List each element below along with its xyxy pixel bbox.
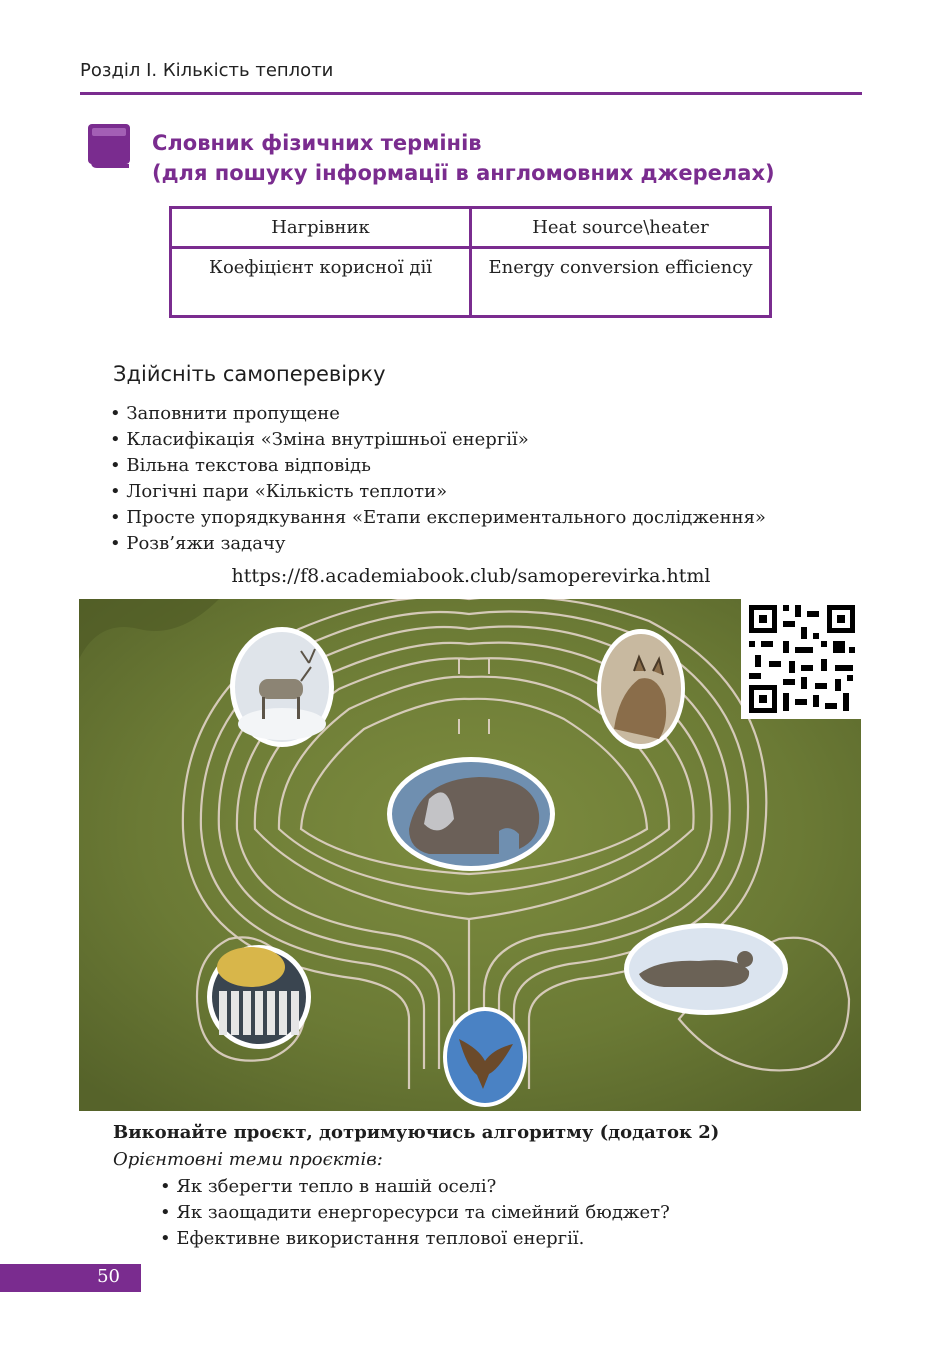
page-number: 50 [97, 1266, 120, 1287]
list-item: • Як зберегти тепло в нашій оселі? [160, 1174, 670, 1200]
list-item: • Ефективне використання теплової енергії. [160, 1226, 670, 1252]
selfcheck-title: Здійсніть самоперевірку [113, 362, 386, 386]
glossary-table [169, 206, 772, 318]
glossary-title [152, 128, 852, 188]
book-icon [88, 124, 130, 170]
list-item: • Як заощадити енергоресурси та сімейний бюджет? [160, 1200, 670, 1226]
list-item: • Вільна текстова відповідь [110, 453, 766, 479]
lynx-photo [597, 629, 685, 749]
list-item: • Логічні пари «Кількість теплоти» [110, 479, 766, 505]
glossary-title-line1: Словник фізичних термінів [152, 131, 482, 155]
term-uk: Коефіцієнт корисної дії [171, 248, 471, 317]
seal-photo [624, 923, 788, 1015]
labyrinth-illustration [79, 599, 861, 1111]
elephant-photo [387, 757, 555, 871]
selfcheck-list [110, 401, 766, 557]
radiator-photo [207, 945, 311, 1049]
project-subtitle: Орієнтовні теми проєктів: [113, 1149, 383, 1170]
glossary-title-line2: (для пошуку інформації в англомовних джерелах) [152, 161, 775, 185]
list-item: • Класифікація «Зміна внутрішньої енергії» [110, 427, 766, 453]
list-item: • Розв’яжи задачу [110, 531, 766, 557]
eagle-photo [443, 1007, 527, 1107]
header-divider [80, 92, 862, 95]
table-row [171, 208, 771, 248]
term-en: Energy conversion efficiency [471, 248, 771, 317]
reindeer-photo [230, 627, 334, 747]
project-title: Виконайте проєкт, дотримуючись алгоритму (додаток 2) [113, 1122, 720, 1143]
table-row [171, 248, 771, 317]
term-en: Heat source\heater [471, 208, 771, 248]
term-uk: Нагрівник [171, 208, 471, 248]
qr-code[interactable] [741, 599, 861, 719]
list-item: • Заповнити пропущене [110, 401, 766, 427]
project-topics [160, 1174, 670, 1252]
list-item: • Просте упорядкування «Етапи експериментального дослідження» [110, 505, 766, 531]
section-title: Розділ І. Кількість теплоти [80, 60, 334, 81]
selfcheck-link[interactable]: https://f8.academiabook.club/samoperevirka.html [231, 565, 711, 587]
